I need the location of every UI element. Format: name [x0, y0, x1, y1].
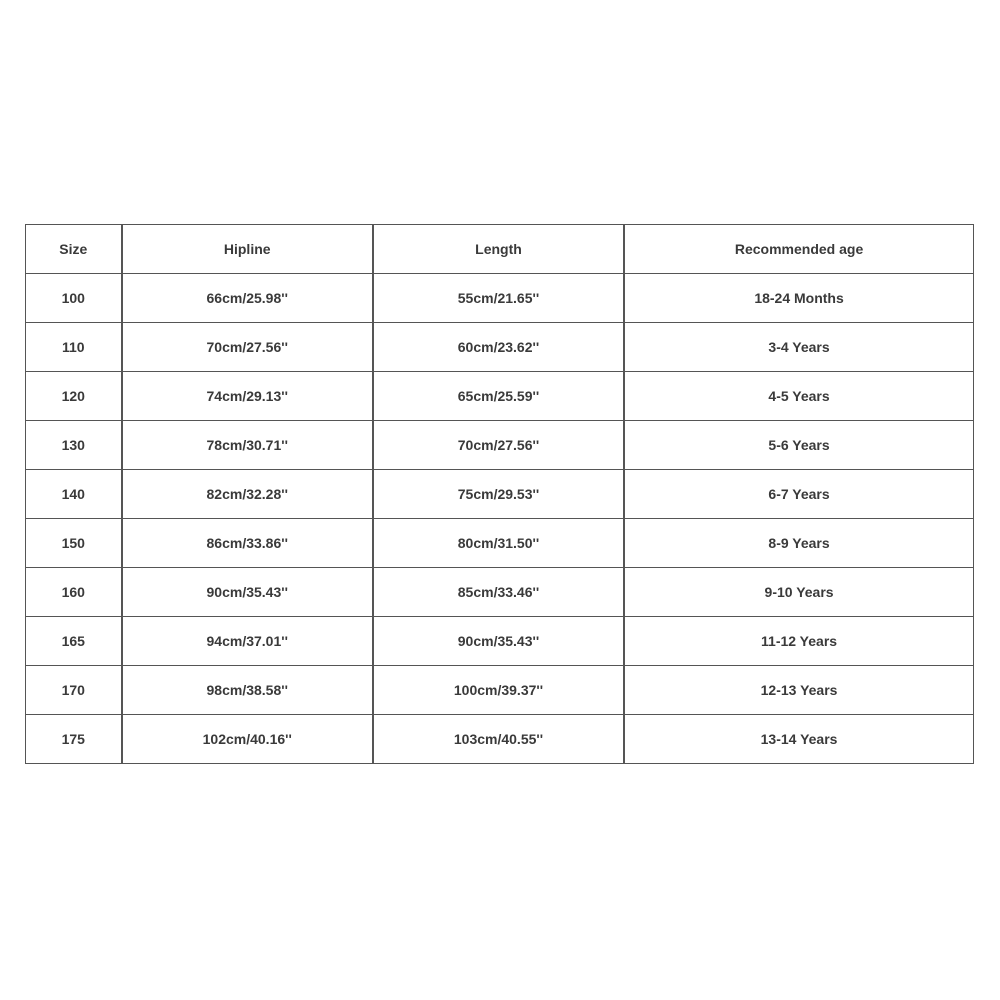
- cell-size: 170: [26, 666, 122, 715]
- table-row: [26, 421, 974, 470]
- table-row: [26, 470, 974, 519]
- header-hipline: Hipline: [122, 225, 373, 274]
- cell-recommended-age: 13-14 Years: [624, 715, 973, 764]
- table-row: [26, 372, 974, 421]
- cell-length: 103cm/40.55'': [373, 715, 624, 764]
- cell-length: 70cm/27.56'': [373, 421, 624, 470]
- cell-hipline: 74cm/29.13'': [122, 372, 373, 421]
- cell-length: 65cm/25.59'': [373, 372, 624, 421]
- cell-size: 175: [26, 715, 122, 764]
- cell-size: 110: [26, 323, 122, 372]
- cell-length: 100cm/39.37'': [373, 666, 624, 715]
- cell-hipline: 70cm/27.56'': [122, 323, 373, 372]
- header-recommended-age: Recommended age: [624, 225, 973, 274]
- table-row: [26, 274, 974, 323]
- cell-recommended-age: 6-7 Years: [624, 470, 973, 519]
- cell-size: 120: [26, 372, 122, 421]
- cell-recommended-age: 3-4 Years: [624, 323, 973, 372]
- cell-recommended-age: 9-10 Years: [624, 568, 973, 617]
- cell-recommended-age: 12-13 Years: [624, 666, 973, 715]
- table-row: [26, 519, 974, 568]
- table-row: [26, 617, 974, 666]
- cell-hipline: 82cm/32.28'': [122, 470, 373, 519]
- cell-hipline: 86cm/33.86'': [122, 519, 373, 568]
- cell-length: 75cm/29.53'': [373, 470, 624, 519]
- size-chart-table: [25, 224, 974, 764]
- header-length: Length: [373, 225, 624, 274]
- cell-length: 90cm/35.43'': [373, 617, 624, 666]
- cell-hipline: 94cm/37.01'': [122, 617, 373, 666]
- cell-length: 60cm/23.62'': [373, 323, 624, 372]
- cell-length: 55cm/21.65'': [373, 274, 624, 323]
- cell-hipline: 66cm/25.98'': [122, 274, 373, 323]
- cell-hipline: 102cm/40.16'': [122, 715, 373, 764]
- table-header-row: [26, 225, 974, 274]
- cell-recommended-age: 11-12 Years: [624, 617, 973, 666]
- cell-size: 160: [26, 568, 122, 617]
- cell-hipline: 98cm/38.58'': [122, 666, 373, 715]
- table-row: [26, 715, 974, 764]
- cell-length: 80cm/31.50'': [373, 519, 624, 568]
- table-row: [26, 568, 974, 617]
- cell-size: 150: [26, 519, 122, 568]
- cell-recommended-age: 5-6 Years: [624, 421, 973, 470]
- cell-hipline: 90cm/35.43'': [122, 568, 373, 617]
- cell-recommended-age: 4-5 Years: [624, 372, 973, 421]
- header-size: Size: [26, 225, 122, 274]
- cell-size: 140: [26, 470, 122, 519]
- cell-length: 85cm/33.46'': [373, 568, 624, 617]
- table-row: [26, 666, 974, 715]
- cell-recommended-age: 8-9 Years: [624, 519, 973, 568]
- cell-recommended-age: 18-24 Months: [624, 274, 973, 323]
- cell-hipline: 78cm/30.71'': [122, 421, 373, 470]
- table-row: [26, 323, 974, 372]
- cell-size: 130: [26, 421, 122, 470]
- cell-size: 100: [26, 274, 122, 323]
- cell-size: 165: [26, 617, 122, 666]
